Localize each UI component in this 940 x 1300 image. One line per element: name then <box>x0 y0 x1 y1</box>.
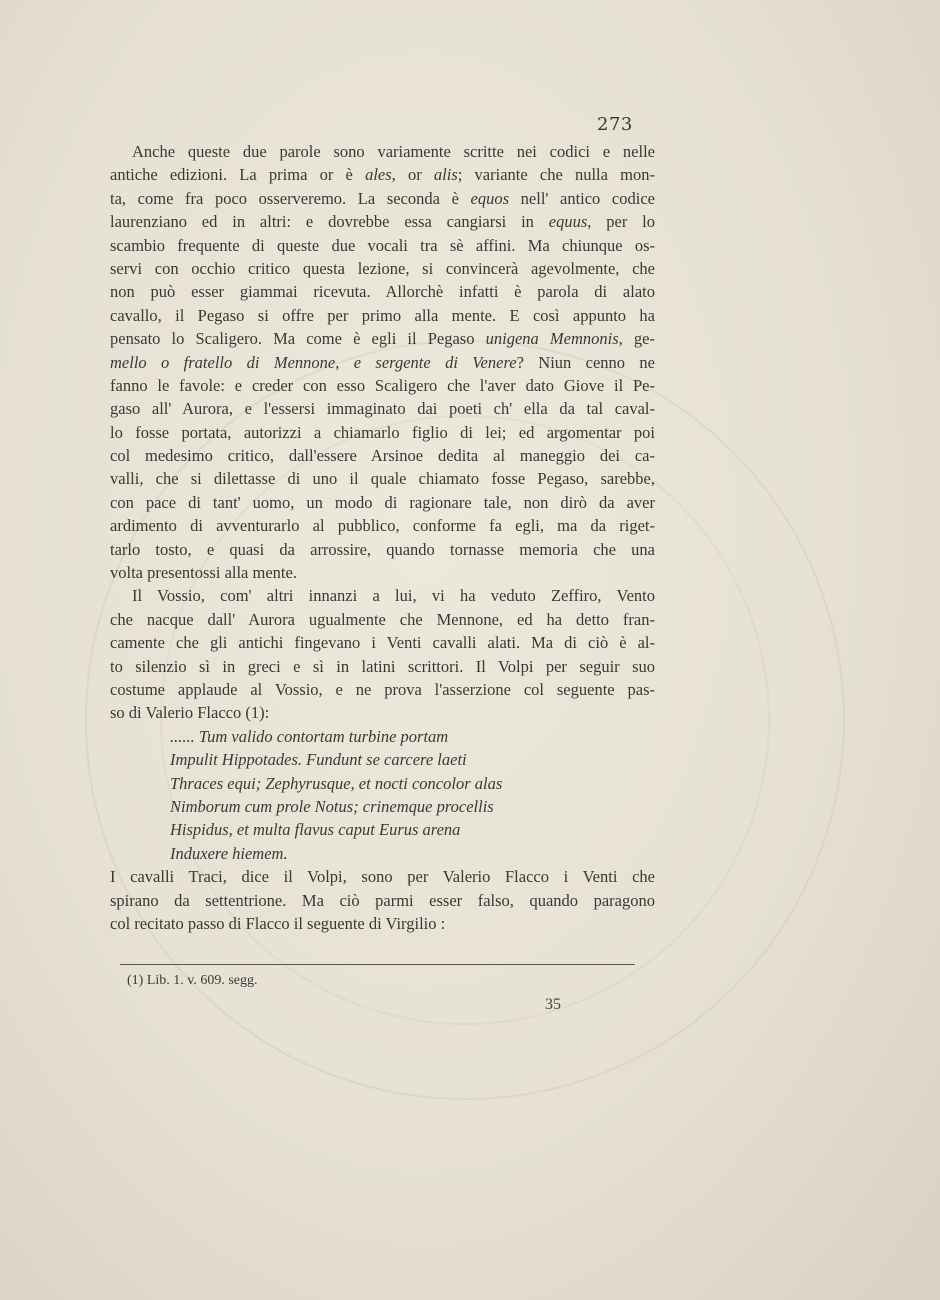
text-line: col medesimo critico, dall'essere Arsinoe dedita al maneggio dei ca- <box>110 446 655 466</box>
text-line: valli, che si dilettasse di uno il quale chiamato fosse Pegaso, sarebbe, <box>110 469 655 489</box>
verse-line: Impulit Hippotades. Fundunt se carcere laeti <box>170 750 467 770</box>
text-line: gaso all' Aurora, e l'essersi immaginato dai poeti ch' ella da tal caval- <box>110 399 655 419</box>
text-line: ta, come fra poco osserveremo. La seconda è equos nell' antico codice <box>110 188 655 208</box>
text-line: servi con occhio critico questa lezione, si convincerà agevolmente, che <box>110 258 655 278</box>
text-line: scambio frequente di queste due vocali tra sè affini. Ma chiunque os- <box>110 235 655 255</box>
footnote-rule <box>120 964 635 965</box>
text-line: pensato lo Scaligero. Ma come è egli il Pegaso unigena Memnonis, ge- <box>110 329 655 349</box>
text-line: Il Vossio, com' altri innanzi a lui, vi ha veduto Zeffiro, Vento <box>132 586 655 606</box>
signature-mark: 35 <box>545 996 561 1013</box>
text-line: col recitato passo di Flacco il seguente di Virgilio : <box>110 913 446 933</box>
text-line: volta presentossi alla mente. <box>110 563 297 583</box>
text-line: laurenziano ed in altri: e dovrebbe essa cangiarsi in equus, per lo <box>110 212 655 232</box>
text-line: Anche queste due parole sono variamente scritte nei codici e nelle <box>132 142 655 161</box>
verse-line: ...... Tum valido contortam turbine portam <box>170 726 449 746</box>
text-line: so di Valerio Flacco (1): <box>110 703 270 723</box>
text-line: to silenzio sì in greci e sì in latini scrittori. Il Volpi per seguir suo <box>110 656 655 676</box>
text-line: ardimento di avventurarlo al pubblico, conforme fa egli, ma da riget- <box>110 516 655 536</box>
text-line: I cavalli Traci, dice il Volpi, sono per Valerio Flacco i Venti che <box>110 867 655 887</box>
text-line: spirano da settentrione. Ma ciò parmi esser falso, quando paragono <box>110 890 655 910</box>
verse-line: Nimborum cum prole Notus; crinemque procellis <box>170 796 494 816</box>
text-line: cavallo, il Pegaso si offre per primo alla mente. E così appunto ha <box>110 305 655 325</box>
text-line: che nacque dall' Aurora ugualmente che Mennone, ed ha detto fran- <box>110 609 655 629</box>
page-number: 273 <box>597 114 633 135</box>
main-text <box>110 140 655 935</box>
verse-line: Thraces equi; Zephyrusque, et nocti concolor alas <box>170 773 503 793</box>
verse-line: Induxere hiemem. <box>170 843 288 863</box>
text-line: camente che gli antichi fingevano i Venti cavalli alati. Ma di ciò è al- <box>110 633 655 653</box>
text-line: fanno le favole: e creder con esso Scaligero che l'aver dato Giove il Pe- <box>110 375 655 395</box>
text-line: con pace di tant' uomo, un modo di ragionare tale, non dirò da aver <box>110 492 655 512</box>
text-line: mello o fratello di Mennone, e sergente di Venere? Niun cenno ne <box>110 352 656 372</box>
text-line: non può esser giammai ricevuta. Allorchè infatti è parola di alato <box>110 282 655 302</box>
latin-quotation <box>170 725 655 865</box>
text-line: antiche edizioni. La prima or è ales, or alis; variante che nulla mon- <box>110 165 655 185</box>
text-line: costume applaude al Vossio, e ne prova l'asserzione col seguente pas- <box>110 679 655 699</box>
text-line: tarlo tosto, e quasi da arrossire, quando tornasse memoria che una <box>110 539 655 559</box>
text-line: lo fosse portata, autorizzi a chiamarlo figlio di lei; ed argomentar poi <box>110 422 655 442</box>
footnote: (1) Lib. 1. v. 609. segg. <box>127 973 258 988</box>
verse-line: Hispidus, et multa flavus caput Eurus arena <box>170 820 461 840</box>
